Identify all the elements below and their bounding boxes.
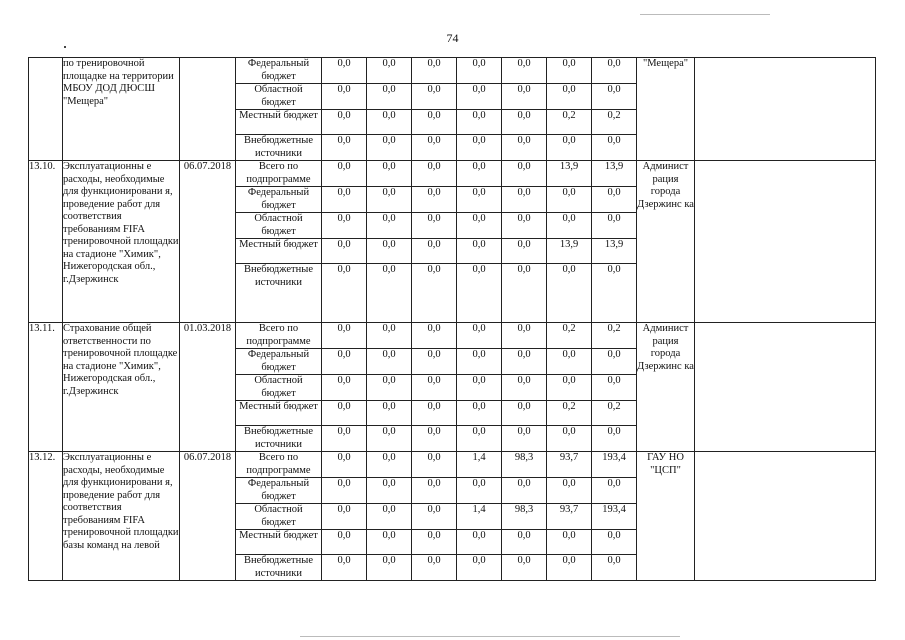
item-name: по тренировочной площадке на территории МБОУ ДОД ДЮСШ "Мещера" [63, 58, 180, 161]
amount-cell: 0,2 [547, 401, 592, 426]
funding-source: Местный бюджет [236, 110, 322, 135]
amount-cell: 0,0 [367, 426, 412, 452]
amount-cell: 0,0 [412, 264, 457, 323]
funding-source: Федеральный бюджет [236, 187, 322, 213]
amount-cell: 0,0 [502, 530, 547, 555]
amount-cell: 1,4 [457, 452, 502, 478]
item-date [180, 58, 236, 161]
funding-source: Федеральный бюджет [236, 349, 322, 375]
amount-cell: 0,0 [322, 323, 367, 349]
amount-cell: 0,0 [592, 375, 637, 401]
amount-cell: 0,0 [412, 349, 457, 375]
amount-cell: 0,0 [502, 478, 547, 504]
funding-source: Внебюджетные источники [236, 135, 322, 161]
amount-cell: 0,0 [457, 323, 502, 349]
amount-cell: 0,2 [547, 110, 592, 135]
amount-cell: 0,0 [457, 135, 502, 161]
amount-cell: 0,0 [367, 478, 412, 504]
amount-cell: 0,0 [367, 452, 412, 478]
amount-cell: 0,0 [457, 530, 502, 555]
amount-cell: 0,0 [412, 452, 457, 478]
amount-cell: 0,0 [367, 239, 412, 264]
amount-cell: 0,0 [322, 349, 367, 375]
amount-cell: 0,0 [412, 58, 457, 84]
amount-cell: 0,0 [322, 504, 367, 530]
funding-source: Местный бюджет [236, 401, 322, 426]
item-number: 13.11. [29, 323, 63, 452]
amount-cell: 0,0 [457, 84, 502, 110]
amount-cell: 0,0 [367, 264, 412, 323]
amount-cell: 0,0 [502, 58, 547, 84]
funding-source: Местный бюджет [236, 530, 322, 555]
executor: ГАУ НО "ЦСП" [637, 452, 695, 581]
amount-cell: 0,0 [367, 135, 412, 161]
amount-cell: 0,0 [457, 349, 502, 375]
amount-cell: 0,2 [592, 323, 637, 349]
amount-cell: 0,0 [322, 555, 367, 581]
scan-speck [64, 46, 66, 48]
amount-cell: 0,0 [457, 110, 502, 135]
funding-source: Местный бюджет [236, 239, 322, 264]
item-date: 01.03.2018 [180, 323, 236, 452]
amount-cell: 0,0 [502, 84, 547, 110]
amount-cell: 0,0 [502, 401, 547, 426]
amount-cell: 0,0 [457, 239, 502, 264]
funding-source: Внебюджетные источники [236, 555, 322, 581]
amount-cell: 0,0 [412, 323, 457, 349]
amount-cell: 13,9 [592, 239, 637, 264]
funding-source: Всего по подпрограмме [236, 452, 322, 478]
table-row [29, 58, 876, 84]
amount-cell: 0,0 [457, 264, 502, 323]
executor: Админист рация города Дзержинс ка [637, 323, 695, 452]
amount-cell: 0,0 [592, 187, 637, 213]
amount-cell: 0,0 [367, 401, 412, 426]
amount-cell: 0,0 [322, 239, 367, 264]
amount-cell: 0,0 [547, 349, 592, 375]
item-name: Эксплуатационны е расходы, необходимые для функционировани я, проведение работ для соответствия требованиям FIFA тренировочной площадки базы команд на левой [63, 452, 180, 581]
item-number: 13.10. [29, 161, 63, 323]
amount-cell: 0,0 [367, 349, 412, 375]
amount-cell: 0,0 [502, 375, 547, 401]
amount-cell: 93,7 [547, 504, 592, 530]
budget-table [28, 57, 876, 581]
amount-cell: 0,0 [502, 187, 547, 213]
amount-cell: 0,0 [592, 213, 637, 239]
amount-cell: 0,0 [412, 555, 457, 581]
amount-cell: 0,0 [412, 110, 457, 135]
funding-source: Федеральный бюджет [236, 58, 322, 84]
amount-cell: 0,0 [547, 555, 592, 581]
amount-cell: 0,2 [592, 110, 637, 135]
amount-cell: 0,0 [547, 187, 592, 213]
amount-cell: 0,0 [322, 452, 367, 478]
amount-cell: 0,0 [457, 478, 502, 504]
funding-source: Областной бюджет [236, 84, 322, 110]
amount-cell: 0,0 [457, 426, 502, 452]
amount-cell: 0,0 [592, 478, 637, 504]
amount-cell: 0,0 [502, 239, 547, 264]
executor: "Мещера" [637, 58, 695, 161]
amount-cell: 0,0 [412, 426, 457, 452]
funding-source: Областной бюджет [236, 375, 322, 401]
table-row [29, 161, 876, 187]
item-date: 06.07.2018 [180, 452, 236, 581]
empty-cell [695, 452, 876, 581]
table-row [29, 323, 876, 349]
amount-cell: 0,0 [412, 135, 457, 161]
amount-cell: 0,0 [592, 264, 637, 323]
amount-cell: 0,0 [322, 84, 367, 110]
table-row [29, 452, 876, 478]
amount-cell: 0,0 [412, 530, 457, 555]
amount-cell: 0,0 [547, 375, 592, 401]
amount-cell: 0,0 [367, 58, 412, 84]
scan-artifact-top [640, 14, 770, 15]
amount-cell: 0,0 [502, 110, 547, 135]
amount-cell: 0,0 [592, 135, 637, 161]
amount-cell: 0,0 [412, 239, 457, 264]
amount-cell: 0,0 [502, 135, 547, 161]
scan-artifact-bottom [300, 636, 680, 637]
amount-cell: 98,3 [502, 504, 547, 530]
amount-cell: 0,0 [502, 426, 547, 452]
amount-cell: 13,9 [592, 161, 637, 187]
amount-cell: 0,0 [457, 213, 502, 239]
amount-cell: 13,9 [547, 161, 592, 187]
amount-cell: 0,0 [322, 135, 367, 161]
amount-cell: 0,0 [502, 555, 547, 581]
amount-cell: 0,0 [322, 426, 367, 452]
amount-cell: 0,0 [502, 161, 547, 187]
item-number: 13.12. [29, 452, 63, 581]
amount-cell: 0,0 [547, 135, 592, 161]
page-number: 74 [446, 31, 459, 45]
amount-cell: 0,0 [367, 375, 412, 401]
amount-cell: 0,0 [547, 213, 592, 239]
amount-cell: 0,0 [547, 478, 592, 504]
amount-cell: 0,0 [322, 213, 367, 239]
amount-cell: 0,0 [367, 187, 412, 213]
empty-cell [695, 323, 876, 452]
item-name: Страхование общей ответственности по тренировочной площадке на стадионе "Химик", Нижегородская обл., г.Дзержинск [63, 323, 180, 452]
amount-cell: 0,0 [322, 161, 367, 187]
empty-cell [695, 58, 876, 161]
amount-cell: 0,0 [322, 110, 367, 135]
amount-cell: 0,0 [592, 349, 637, 375]
amount-cell: 0,0 [592, 555, 637, 581]
amount-cell: 0,0 [592, 426, 637, 452]
amount-cell: 0,0 [322, 58, 367, 84]
amount-cell: 0,0 [502, 349, 547, 375]
amount-cell: 0,0 [322, 401, 367, 426]
amount-cell: 0,0 [367, 213, 412, 239]
amount-cell: 0,0 [547, 58, 592, 84]
amount-cell: 0,0 [367, 555, 412, 581]
amount-cell: 0,0 [457, 555, 502, 581]
funding-source: Всего по подпрограмме [236, 161, 322, 187]
amount-cell: 0,0 [322, 187, 367, 213]
amount-cell: 0,0 [367, 530, 412, 555]
funding-source: Внебюджетные источники [236, 264, 322, 323]
funding-source: Областной бюджет [236, 213, 322, 239]
amount-cell: 0,0 [592, 530, 637, 555]
item-date: 06.07.2018 [180, 161, 236, 323]
funding-source: Всего по подпрограмме [236, 323, 322, 349]
amount-cell: 0,2 [592, 401, 637, 426]
amount-cell: 0,0 [322, 375, 367, 401]
amount-cell: 98,3 [502, 452, 547, 478]
amount-cell: 0,0 [457, 187, 502, 213]
amount-cell: 0,0 [322, 530, 367, 555]
executor: Админист рация города Дзержинс ка [637, 161, 695, 323]
amount-cell: 0,0 [457, 401, 502, 426]
funding-source: Внебюджетные источники [236, 426, 322, 452]
amount-cell: 0,0 [457, 161, 502, 187]
table-body [29, 58, 876, 581]
amount-cell: 0,0 [367, 504, 412, 530]
amount-cell: 0,0 [412, 187, 457, 213]
amount-cell: 193,4 [592, 452, 637, 478]
amount-cell: 0,0 [412, 161, 457, 187]
amount-cell: 93,7 [547, 452, 592, 478]
amount-cell: 0,0 [547, 84, 592, 110]
funding-source: Областной бюджет [236, 504, 322, 530]
amount-cell: 0,0 [412, 401, 457, 426]
amount-cell: 0,0 [367, 161, 412, 187]
amount-cell: 0,0 [547, 264, 592, 323]
amount-cell: 0,0 [502, 264, 547, 323]
amount-cell: 1,4 [457, 504, 502, 530]
amount-cell: 0,2 [547, 323, 592, 349]
amount-cell: 0,0 [592, 58, 637, 84]
amount-cell: 0,0 [322, 478, 367, 504]
amount-cell: 0,0 [547, 426, 592, 452]
amount-cell: 0,0 [367, 110, 412, 135]
amount-cell: 0,0 [412, 478, 457, 504]
item-name: Эксплуатационны е расходы, необходимые для функционировани я, проведение работ для соответствия требованиям FIFA тренировочной площадки на стадионе "Химик", Нижегородская обл., г.Дзержинск [63, 161, 180, 323]
amount-cell: 0,0 [367, 84, 412, 110]
amount-cell: 0,0 [412, 375, 457, 401]
amount-cell: 0,0 [457, 375, 502, 401]
amount-cell: 0,0 [322, 264, 367, 323]
amount-cell: 0,0 [412, 84, 457, 110]
empty-cell [695, 161, 876, 323]
amount-cell: 0,0 [367, 323, 412, 349]
amount-cell: 0,0 [502, 323, 547, 349]
amount-cell: 193,4 [592, 504, 637, 530]
amount-cell: 0,0 [502, 213, 547, 239]
item-number [29, 58, 63, 161]
amount-cell: 0,0 [547, 530, 592, 555]
amount-cell: 0,0 [412, 504, 457, 530]
amount-cell: 0,0 [457, 58, 502, 84]
funding-source: Федеральный бюджет [236, 478, 322, 504]
amount-cell: 0,0 [412, 213, 457, 239]
amount-cell: 0,0 [592, 84, 637, 110]
amount-cell: 13,9 [547, 239, 592, 264]
